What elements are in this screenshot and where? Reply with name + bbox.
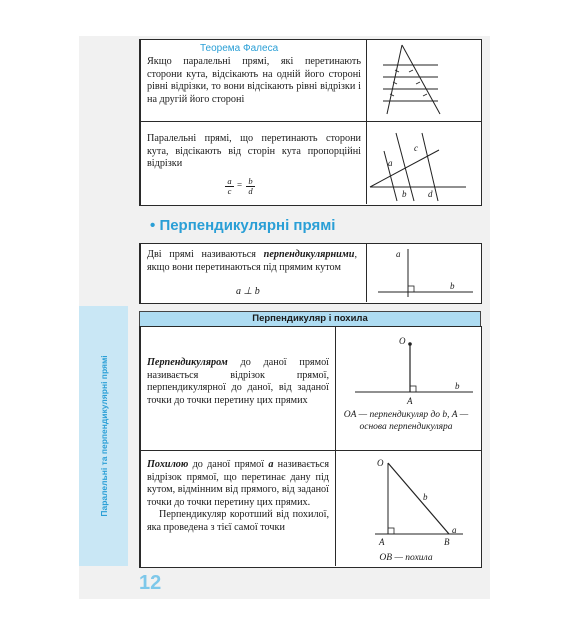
thales-diagram	[366, 39, 479, 121]
label-d: d	[428, 189, 433, 199]
label-b: b	[402, 189, 407, 199]
tick-mark	[423, 94, 427, 96]
oblique-text	[147, 459, 329, 535]
section-heading-text: Перпендикулярні прямі	[159, 217, 336, 234]
segment-OB	[388, 463, 449, 534]
angle-side	[387, 45, 402, 114]
label-B: B	[444, 537, 450, 547]
oblique-caption: OB — похила	[379, 553, 433, 563]
variable: a	[268, 459, 274, 470]
right-angle-mark	[410, 386, 416, 392]
text-fragment: до даної прямої називається відрізок прямої, перпендикулярної до даної, від заданої точки до точки перетину цих прямих	[147, 357, 329, 406]
oblique-diagram	[335, 450, 479, 566]
term: Перпендикуляром	[147, 357, 228, 368]
perpendicular-lines-text	[147, 249, 357, 274]
label-a: a	[452, 525, 457, 535]
label-b: b	[450, 281, 455, 291]
text-fragment: Дві прямі називаються	[147, 249, 264, 260]
angle-side	[370, 150, 439, 187]
oblique-note: Перпендикуляр коротший від похилої, яка проведена з тієї самої точки	[147, 509, 329, 533]
label-c: c	[414, 143, 418, 153]
perpendicular-lines-diagram	[366, 243, 479, 302]
fraction-right	[246, 177, 255, 196]
sidebar-label: Паралельні та перпендикулярні прямі	[99, 355, 109, 517]
label-b: b	[423, 492, 428, 502]
perpendicular-caption: OA — перпендикуляр до b, A — основа перпендикуляра	[343, 410, 469, 432]
point-O	[408, 342, 412, 346]
proportional-text: Паралельні прямі, що перетинають сторони кута, відсікають від сторін кута пропорційні відрізки	[147, 133, 361, 170]
text-fragment: , якщо вони перетинаються під прямим кутом	[147, 249, 357, 273]
page-number: 12	[139, 572, 162, 594]
label-b: b	[455, 381, 460, 391]
thales-title: Теорема Фалеса	[200, 43, 279, 54]
section-bar: Перпендикуляр і похила	[139, 311, 481, 327]
fraction-left	[225, 177, 234, 196]
proportional-diagram	[366, 121, 479, 204]
label-O: O	[399, 336, 406, 346]
perpendicular-text	[147, 357, 329, 407]
fraction-denominator: d	[246, 186, 255, 196]
bullet: •	[150, 217, 156, 234]
equals-sign: =	[237, 180, 243, 190]
right-angle-mark	[408, 286, 414, 292]
label-O: O	[377, 458, 384, 468]
thales-text: Якщо паралельні прямі, які перетинають сторони кута, відсікають на одній його стороні рівні відрізки, то вони відсікають рівні відрізки і на другій його стороні	[147, 56, 361, 105]
right-angle-mark	[388, 528, 394, 534]
label-A: A	[379, 537, 385, 547]
label-a: a	[388, 158, 393, 168]
section-heading	[150, 217, 335, 234]
label-A: A	[407, 396, 413, 406]
fraction-denominator: c	[225, 186, 234, 196]
term: Похилою	[147, 459, 189, 470]
term: перпендикулярними	[263, 249, 355, 260]
fraction-numerator: b	[248, 176, 253, 186]
tick-mark	[409, 70, 413, 72]
perpendicular-notation: a ⊥ b	[236, 286, 260, 297]
text-fragment: до даної прямої	[188, 459, 269, 470]
tick-mark	[416, 82, 420, 84]
text-fragment: називається відрізок прямої, що перетинає дану під кутом, відмінним від прямого, від заданої точки до точки перетину цих прямих.	[147, 459, 330, 508]
angle-side	[402, 45, 440, 114]
fraction-numerator: a	[227, 176, 232, 186]
label-a: a	[396, 249, 401, 259]
